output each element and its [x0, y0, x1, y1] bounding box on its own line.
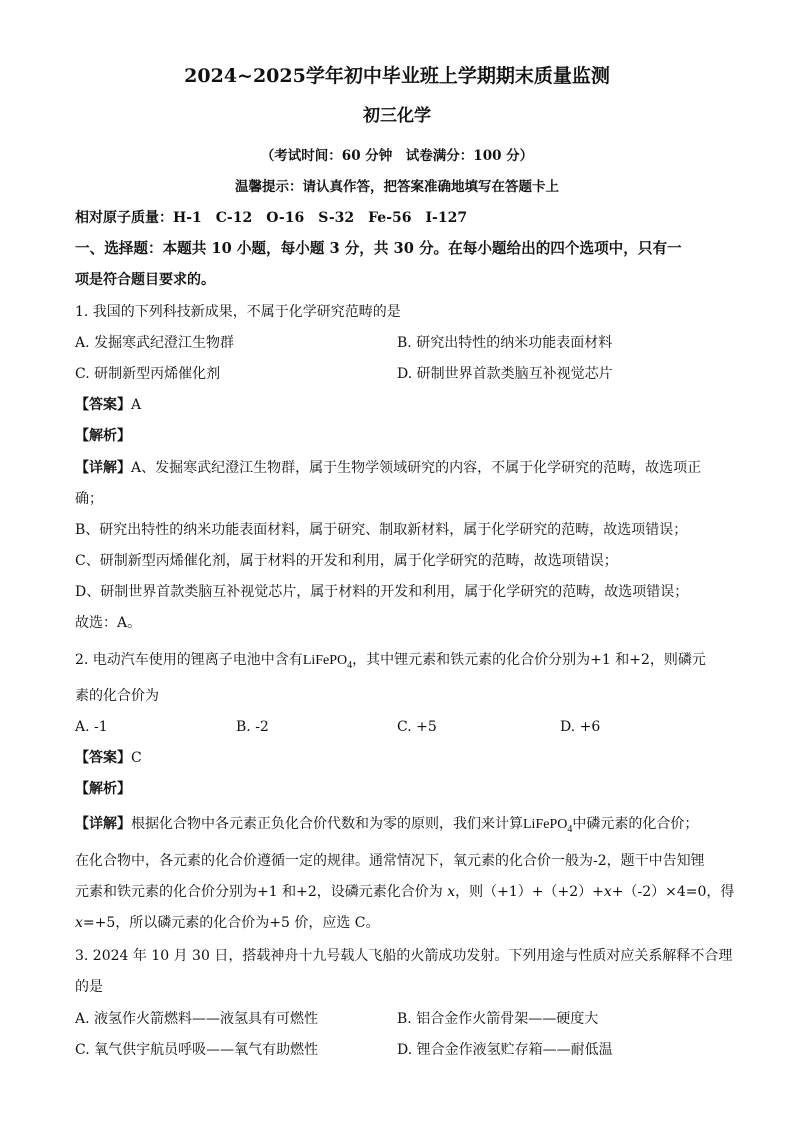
q2-stem-line2: 素的化合价为: [75, 688, 159, 704]
q1-option-b: B. 研究出特性的纳米功能表面材料: [397, 335, 613, 351]
q2-option-d: D. +6: [560, 719, 601, 735]
q1-answer-line: [75, 395, 141, 415]
q2-detail-text1a: 根据化合物中各元素正负化合价代数和为零的原则，我们来计算: [131, 816, 523, 832]
formula-main: LiFePO: [523, 817, 568, 832]
atomic-mass-line: 相对原子质量：H-1 C-12 O-16 S-32 Fe-56 I-127: [75, 210, 468, 226]
q2-detail-formula: [523, 817, 573, 835]
q2-detail-text3c: +（-2）×4=0，得: [611, 884, 735, 900]
q1-stem: 1. 我国的下列科技新成果，不属于化学研究范畴的是: [75, 304, 401, 320]
variable-x: x: [603, 884, 612, 900]
detail-tag: 【详解】: [75, 816, 131, 832]
q2-option-a: A. -1: [75, 719, 108, 735]
subject-title: 初三化学: [363, 106, 431, 126]
q2-option-c: C. +5: [397, 719, 437, 735]
q1-analysis-tag: 【解析】: [75, 428, 131, 444]
q3-option-b: B. 铝合金作火箭骨架——硬度大: [397, 1011, 599, 1027]
exam-title: 2024~2025学年初中毕业班上学期期末质量监测: [184, 65, 610, 87]
q2-detail-text3b: ，则（+1）+（+2）+: [455, 884, 604, 900]
q2-detail-text3a: 元素和铁元素的化合价分别为+1 和+2，设磷元素化合价为: [75, 884, 448, 900]
warm-tip: 温馨提示：请认真作答，把答案准确地填写在答题卡上: [235, 179, 559, 195]
q1-detail-line2: 确；: [75, 491, 103, 507]
q2-option-b: B. -2: [236, 719, 269, 735]
q3-option-d: D. 锂合金作液氢贮存箱——耐低温: [397, 1042, 613, 1058]
q3-stem-line2: 的是: [75, 979, 103, 995]
formula-subscript: 4: [347, 659, 353, 671]
q2-detail-text4: =+5，所以磷元素的化合价为+5 价，应选 C。: [82, 915, 380, 931]
q1-option-a: A. 发掘寒武纪澄江生物群: [75, 335, 235, 351]
q3-option-c: C. 氧气供宇航员呼吸——氧气有助燃性: [75, 1042, 319, 1058]
q1-option-d: D. 研制世界首款类脑互补视觉芯片: [397, 366, 613, 382]
q1-detail-line1: [75, 458, 701, 478]
q3-option-a: A. 液氢作火箭燃料——液氢具有可燃性: [75, 1011, 319, 1027]
section-heading-line1: 一、选择题：本题共 10 小题，每小题 3 分，共 30 分。在每小题给出的四个选项中，只有一: [75, 240, 682, 257]
q3-stem-line1: 3. 2024 年 10 月 30 日，搭载神舟十九号载人飞船的火箭成功发射。下列用途与性质对应关系解释不合理: [75, 948, 733, 964]
q2-detail-line2: 在化合物中，各元素的化合价遵循一定的规律。通常情况下，氧元素的化合价一般为-2，题干中告知锂: [75, 853, 705, 869]
q2-stem-part1: 2. 电动汽车使用的锂离子电池中含有: [75, 652, 303, 668]
q2-detail-line1: [75, 814, 698, 840]
q2-analysis-tag: 【解析】: [75, 781, 131, 797]
q2-answer-line: [75, 748, 142, 768]
answer-tag: 【答案】: [75, 750, 131, 766]
q1-detail-text1: A、发掘寒武纪澄江生物群，属于生物学领域研究的内容，不属于化学研究的范畴，故选项正: [131, 460, 702, 476]
detail-tag: 【详解】: [75, 460, 131, 476]
q2-detail-text1b: 中磷元素的化合价；: [572, 816, 699, 832]
q2-stem-part2: ，其中锂元素和铁元素的化合价分别为+1 和+2，则磷元: [352, 652, 706, 668]
q1-answer: A: [131, 397, 142, 413]
q2-detail-line3: [75, 882, 734, 902]
section-heading-line2: 项是符合题目要求的。: [75, 272, 215, 288]
exam-info: （考试时间：60 分钟 试卷满分：100 分）: [260, 148, 534, 164]
q2-stem-line1: [75, 650, 706, 676]
variable-x: x: [447, 884, 456, 900]
q1-detail-line6: 故选：A。: [75, 615, 142, 631]
q1-detail-line5: D、研制世界首款类脑互补视觉芯片，属于材料的开发和利用，属于化学研究的范畴，故选项错误；: [75, 584, 689, 600]
answer-tag: 【答案】: [75, 397, 131, 413]
q1-detail-line4: C、研制新型丙烯催化剂，属于材料的开发和利用，属于化学研究的范畴，故选项错误；: [75, 553, 618, 569]
formula-main: LiFePO: [302, 653, 348, 668]
q1-option-c: C. 研制新型丙烯催化剂: [75, 366, 221, 382]
formula-subscript: 4: [567, 823, 573, 835]
variable-x: x: [75, 915, 83, 931]
q2-formula: [302, 653, 353, 671]
q1-detail-line3: B、研究出特性的纳米功能表面材料，属于研究、制取新材料，属于化学研究的范畴，故选项错误；: [75, 522, 688, 538]
q2-detail-line4: [75, 913, 380, 933]
q2-answer: C: [131, 750, 142, 766]
